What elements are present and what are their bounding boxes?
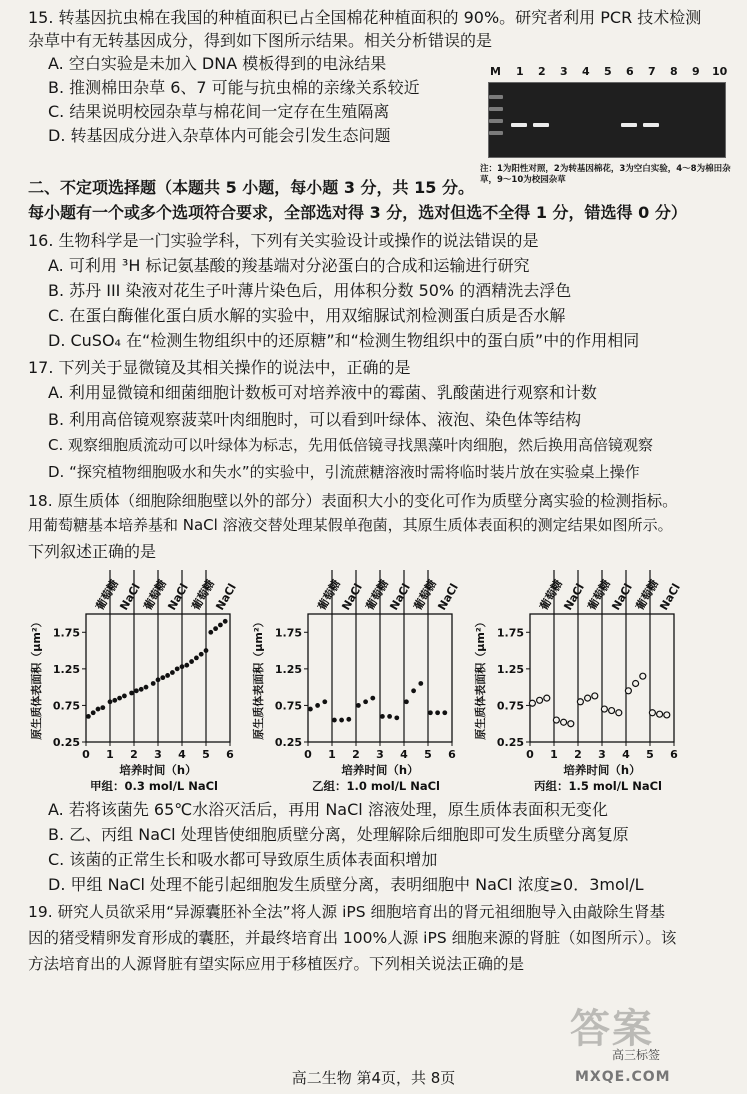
data-point [322, 699, 327, 704]
data-point [160, 675, 165, 680]
x-tick-label: 3 [154, 748, 162, 761]
x-tick-label: 4 [178, 748, 186, 761]
treatment-label: NaCl [561, 581, 587, 613]
x-axis-label: 培养时间（h） [341, 763, 419, 777]
data-point [218, 623, 223, 628]
data-point [553, 717, 559, 723]
x-tick-label: 1 [550, 748, 558, 761]
q15-option-c[interactable]: C. 结果说明校园杂草与棉花间一定存在生殖隔离 [48, 102, 390, 121]
x-tick-label: 1 [328, 748, 336, 761]
x-axis-label: 培养时间（h） [563, 763, 641, 777]
data-point [577, 699, 583, 705]
data-point [625, 688, 631, 694]
data-point [394, 715, 399, 720]
x-tick-label: 6 [448, 748, 456, 761]
data-point [346, 717, 351, 722]
q18-option-a[interactable]: A. 若将该菌先 65℃水浴灭活后，再用 NaCl 溶液处理，原生质体表面积无变化 [48, 800, 608, 819]
x-tick-label: 5 [202, 748, 210, 761]
q16-option-b[interactable]: B. 苏丹 III 染液对花生子叶薄片染色后，用体积分数 50% 的酒精洗去浮色 [48, 281, 572, 300]
data-point [633, 680, 639, 686]
data-point [151, 681, 156, 686]
data-point [91, 710, 96, 715]
gel-lane-label: 3 [560, 65, 568, 78]
treatment-label: 葡萄糖 [537, 577, 566, 613]
treatment-label: 葡萄糖 [363, 577, 392, 613]
gel-lane-labels [488, 64, 728, 80]
x-tick-label: 4 [400, 748, 408, 761]
data-point [213, 626, 218, 631]
data-point [380, 714, 385, 719]
data-point [184, 663, 189, 668]
data-point [122, 694, 127, 699]
x-tick-label: 2 [574, 748, 582, 761]
q17-option-c[interactable]: C. 观察细胞质流动可以叶绿体为标志，先用低倍镜寻找黑藻叶肉细胞，然后换用高倍镜观察 [48, 436, 654, 454]
chart-title: 乙组：1.0 mol/L NaCl [312, 779, 440, 791]
x-axis-label: 培养时间（h） [119, 763, 197, 777]
treatment-label: NaCl [117, 581, 143, 613]
y-tick-label: 0.75 [496, 699, 524, 713]
gel-band-lane1 [511, 123, 527, 127]
x-tick-label: 4 [622, 748, 630, 761]
treatment-label: NaCl [387, 581, 413, 613]
treatment-label: 葡萄糖 [93, 577, 122, 613]
data-point [657, 711, 663, 717]
treatment-label: 葡萄糖 [315, 577, 344, 613]
x-tick-label: 5 [646, 748, 654, 761]
y-tick-label: 1.25 [274, 662, 302, 676]
gel-lane-label: 4 [582, 65, 590, 78]
gel-lane-label: 9 [692, 65, 700, 78]
x-tick-label: 3 [376, 748, 384, 761]
gel-lane-label: 8 [670, 65, 678, 78]
q15-stem-line1: 15. 转基因抗虫棉在我国的种植面积已占全国棉花种植面积的 90%。研究者利用 PCR 技术检测 [28, 8, 702, 27]
data-point [112, 698, 117, 703]
data-point [442, 710, 447, 715]
data-point [308, 707, 313, 712]
q15-stem-line2: 杂草中有无转基因成分，得到如下图所示结果。相关分析错误的是 [28, 31, 493, 50]
y-axis-label: 原生质体表面积（μm²） [474, 616, 487, 740]
data-point [199, 652, 204, 657]
q17-option-a[interactable]: A. 利用显微镜和细菌细胞计数板可对培养液中的霉菌、乳酸菌进行观察和计数 [48, 383, 597, 402]
q15-option-b[interactable]: B. 推测棉田杂草 6、7 可能与抗虫棉的亲缘关系较近 [48, 78, 420, 97]
y-tick-label: 0.25 [274, 736, 302, 749]
data-point [129, 691, 134, 696]
y-tick-label: 1.75 [496, 626, 524, 640]
data-point [100, 705, 105, 710]
data-point [387, 714, 392, 719]
q16-option-c[interactable]: C. 在蛋白酶催化蛋白质水解的实验中，用双缩脲试剂检测蛋白质是否水解 [48, 306, 566, 325]
data-point [134, 688, 139, 693]
data-point [144, 685, 149, 690]
gel-lane-label: M [490, 65, 501, 78]
data-point [204, 648, 209, 653]
y-tick-label: 0.25 [496, 736, 524, 749]
q15-option-d[interactable]: D. 转基因成分进入杂草体内可能会引发生态问题 [48, 126, 391, 145]
q18-stem-line3: 下列叙述正确的是 [28, 542, 157, 561]
chart-title: 甲组：0.3 mol/L NaCl [90, 779, 218, 791]
gel-lane-label: 6 [626, 65, 634, 78]
data-point [609, 708, 615, 714]
section-description: 每小题有一个或多个选项符合要求，全部选对得 3 分，选对但选不全得 1 分，错选得 0 分） [28, 203, 687, 222]
data-point [664, 712, 670, 718]
data-point [96, 707, 101, 712]
y-tick-label: 0.75 [274, 699, 302, 713]
gel-band-lane6 [621, 123, 637, 127]
data-point [156, 677, 161, 682]
protoplast-area-charts [14, 566, 734, 791]
data-point [332, 718, 337, 723]
gel-band-lane2 [533, 123, 549, 127]
q16-stem: 16. 生物科学是一门实验学科，下列有关实验设计或操作的说法错误的是 [28, 231, 539, 250]
treatment-label: NaCl [213, 581, 239, 613]
data-point [370, 696, 375, 701]
y-tick-label: 1.25 [52, 662, 80, 676]
data-point [339, 718, 344, 723]
data-point [208, 630, 213, 635]
x-tick-label: 0 [304, 748, 312, 761]
treatment-label: 葡萄糖 [411, 577, 440, 613]
q16-option-a[interactable]: A. 可利用 ³H 标记氨基酸的羧基端对分泌蛋白的合成和运输进行研究 [48, 256, 530, 275]
gel-lane-label: 2 [538, 65, 546, 78]
data-point [175, 666, 180, 671]
q15-option-a[interactable]: A. 空白实验是未加入 DNA 模板得到的电泳结果 [48, 54, 387, 73]
chart-title: 丙组：1.5 mol/L NaCl [534, 779, 662, 791]
gel-lane-label: 1 [516, 65, 524, 78]
y-tick-label: 1.25 [496, 662, 524, 676]
y-axis-label: 原生质体表面积（μm²） [252, 616, 265, 740]
data-point [139, 687, 144, 692]
data-point [194, 655, 199, 660]
data-point [435, 710, 440, 715]
x-tick-label: 6 [670, 748, 678, 761]
data-point [223, 619, 228, 624]
q18-option-c[interactable]: C. 该菌的正常生长和吸水都可导致原生质体表面积增加 [48, 850, 438, 869]
data-point [428, 710, 433, 715]
x-tick-label: 3 [598, 748, 606, 761]
y-tick-label: 1.75 [274, 626, 302, 640]
q19-stem-line3: 方法培育出的人源肾脏有望实际应用于移植医疗。下列相关说法正确的是 [28, 955, 525, 973]
gel-band-marker [489, 95, 503, 99]
watermark-sub2: MXQE.COM [575, 1069, 671, 1085]
treatment-label: 葡萄糖 [585, 577, 614, 613]
data-point [529, 700, 535, 706]
data-point [356, 703, 361, 708]
q18-stem-line1: 18. 原生质体（细胞除细胞壁以外的部分）表面积大小的变化可作为质壁分离实验的检测指标。 [28, 492, 678, 510]
q17-stem: 17. 下列关于显微镜及其相关操作的说法中，正确的是 [28, 358, 411, 377]
treatment-label: 葡萄糖 [141, 577, 170, 613]
y-tick-label: 1.75 [52, 626, 80, 640]
data-point [315, 703, 320, 708]
gel-band-marker [489, 107, 503, 111]
x-tick-label: 0 [526, 748, 534, 761]
data-point [544, 695, 550, 701]
q18-stem-line2: 用葡萄糖基本培养基和 NaCl 溶液交替处理某假单孢菌，其原生质体表面积的测定结果如图所示。 [28, 516, 673, 534]
q17-option-b[interactable]: B. 利用高倍镜观察菠菜叶肉细胞时，可以看到叶绿体、液泡、染色体等结构 [48, 410, 582, 429]
section-title: 二、不定项选择题（本题共 5 小题，每小题 3 分，共 15 分。 [28, 178, 474, 197]
page-footer: 高二生物 第4页，共 8页 [291, 1069, 456, 1087]
q19-stem-line2: 因的猪受精卵发育形成的囊胚，并最终培育出 100%人源 iPS 细胞来源的肾脏（如图所示）。该 [28, 929, 677, 947]
data-point [86, 714, 91, 719]
gel-lane-label: 7 [648, 65, 656, 78]
data-point [363, 699, 368, 704]
q18-charts [14, 566, 734, 791]
y-tick-label: 0.25 [52, 736, 80, 749]
x-tick-label: 5 [424, 748, 432, 761]
data-point [189, 659, 194, 664]
treatment-label: NaCl [339, 581, 365, 613]
x-tick-label: 0 [82, 748, 90, 761]
treatment-label: NaCl [657, 581, 683, 613]
data-point [640, 673, 646, 679]
data-point [585, 695, 591, 701]
gel-lane-label: 10 [712, 65, 728, 78]
gel-band-marker [489, 119, 503, 123]
treatment-label: 葡萄糖 [189, 577, 218, 613]
data-point [592, 693, 598, 699]
data-point [165, 673, 170, 678]
q19-stem-line1: 19. 研究人员欲采用“异源囊胚补全法”将人源 iPS 细胞培育出的肾元祖细胞导入由敲除生肾基 [28, 903, 665, 921]
x-tick-label: 6 [226, 748, 234, 761]
q17-option-d[interactable]: D. “探究植物细胞吸水和失水”的实验中，引流蔗糖溶液时需将临时装片放在实验桌上操作 [48, 463, 640, 481]
data-point [170, 670, 175, 675]
watermark-sub1: 高三标签 [612, 1048, 661, 1062]
gel-image [488, 82, 726, 158]
x-tick-label: 1 [106, 748, 114, 761]
gel-lane-label: 5 [604, 65, 612, 78]
data-point [649, 710, 655, 716]
gel-band-lane7 [643, 123, 659, 127]
y-tick-label: 0.75 [52, 699, 80, 713]
treatment-label: NaCl [165, 581, 191, 613]
data-point [601, 706, 607, 712]
gel-note: 注：1为阳性对照，2为转基因棉花，3为空白实验，4～8为棉田杂草，9～10为校园杂草 [480, 164, 731, 185]
data-point [108, 699, 113, 704]
data-point [418, 681, 423, 686]
data-point [616, 710, 622, 716]
data-point [561, 719, 567, 725]
watermark-main: 答案 [570, 1006, 654, 1052]
q16-option-d[interactable]: D. CuSO₄ 在“检测生物组织中的还原糖”和“检测生物组织中的蛋白质”中的作用相同 [48, 331, 640, 350]
data-point [537, 697, 543, 703]
y-axis-label: 原生质体表面积（μm²） [30, 616, 43, 740]
x-tick-label: 2 [352, 748, 360, 761]
q18-option-b[interactable]: B. 乙、丙组 NaCl 处理皆使细胞质壁分离，处理解除后细胞即可发生质壁分离复原 [48, 825, 629, 844]
data-point [180, 664, 185, 669]
q18-option-d[interactable]: D. 甲组 NaCl 处理不能引起细胞发生质壁分离，表明细胞中 NaCl 浓度≥0．3mol/L [48, 875, 644, 894]
treatment-label: NaCl [609, 581, 635, 613]
treatment-label: 葡萄糖 [633, 577, 662, 613]
data-point [117, 696, 122, 701]
data-point [404, 699, 409, 704]
data-point [568, 721, 574, 727]
gel-band-marker [489, 131, 503, 135]
treatment-label: NaCl [435, 581, 461, 613]
x-tick-label: 2 [130, 748, 138, 761]
data-point [411, 688, 416, 693]
